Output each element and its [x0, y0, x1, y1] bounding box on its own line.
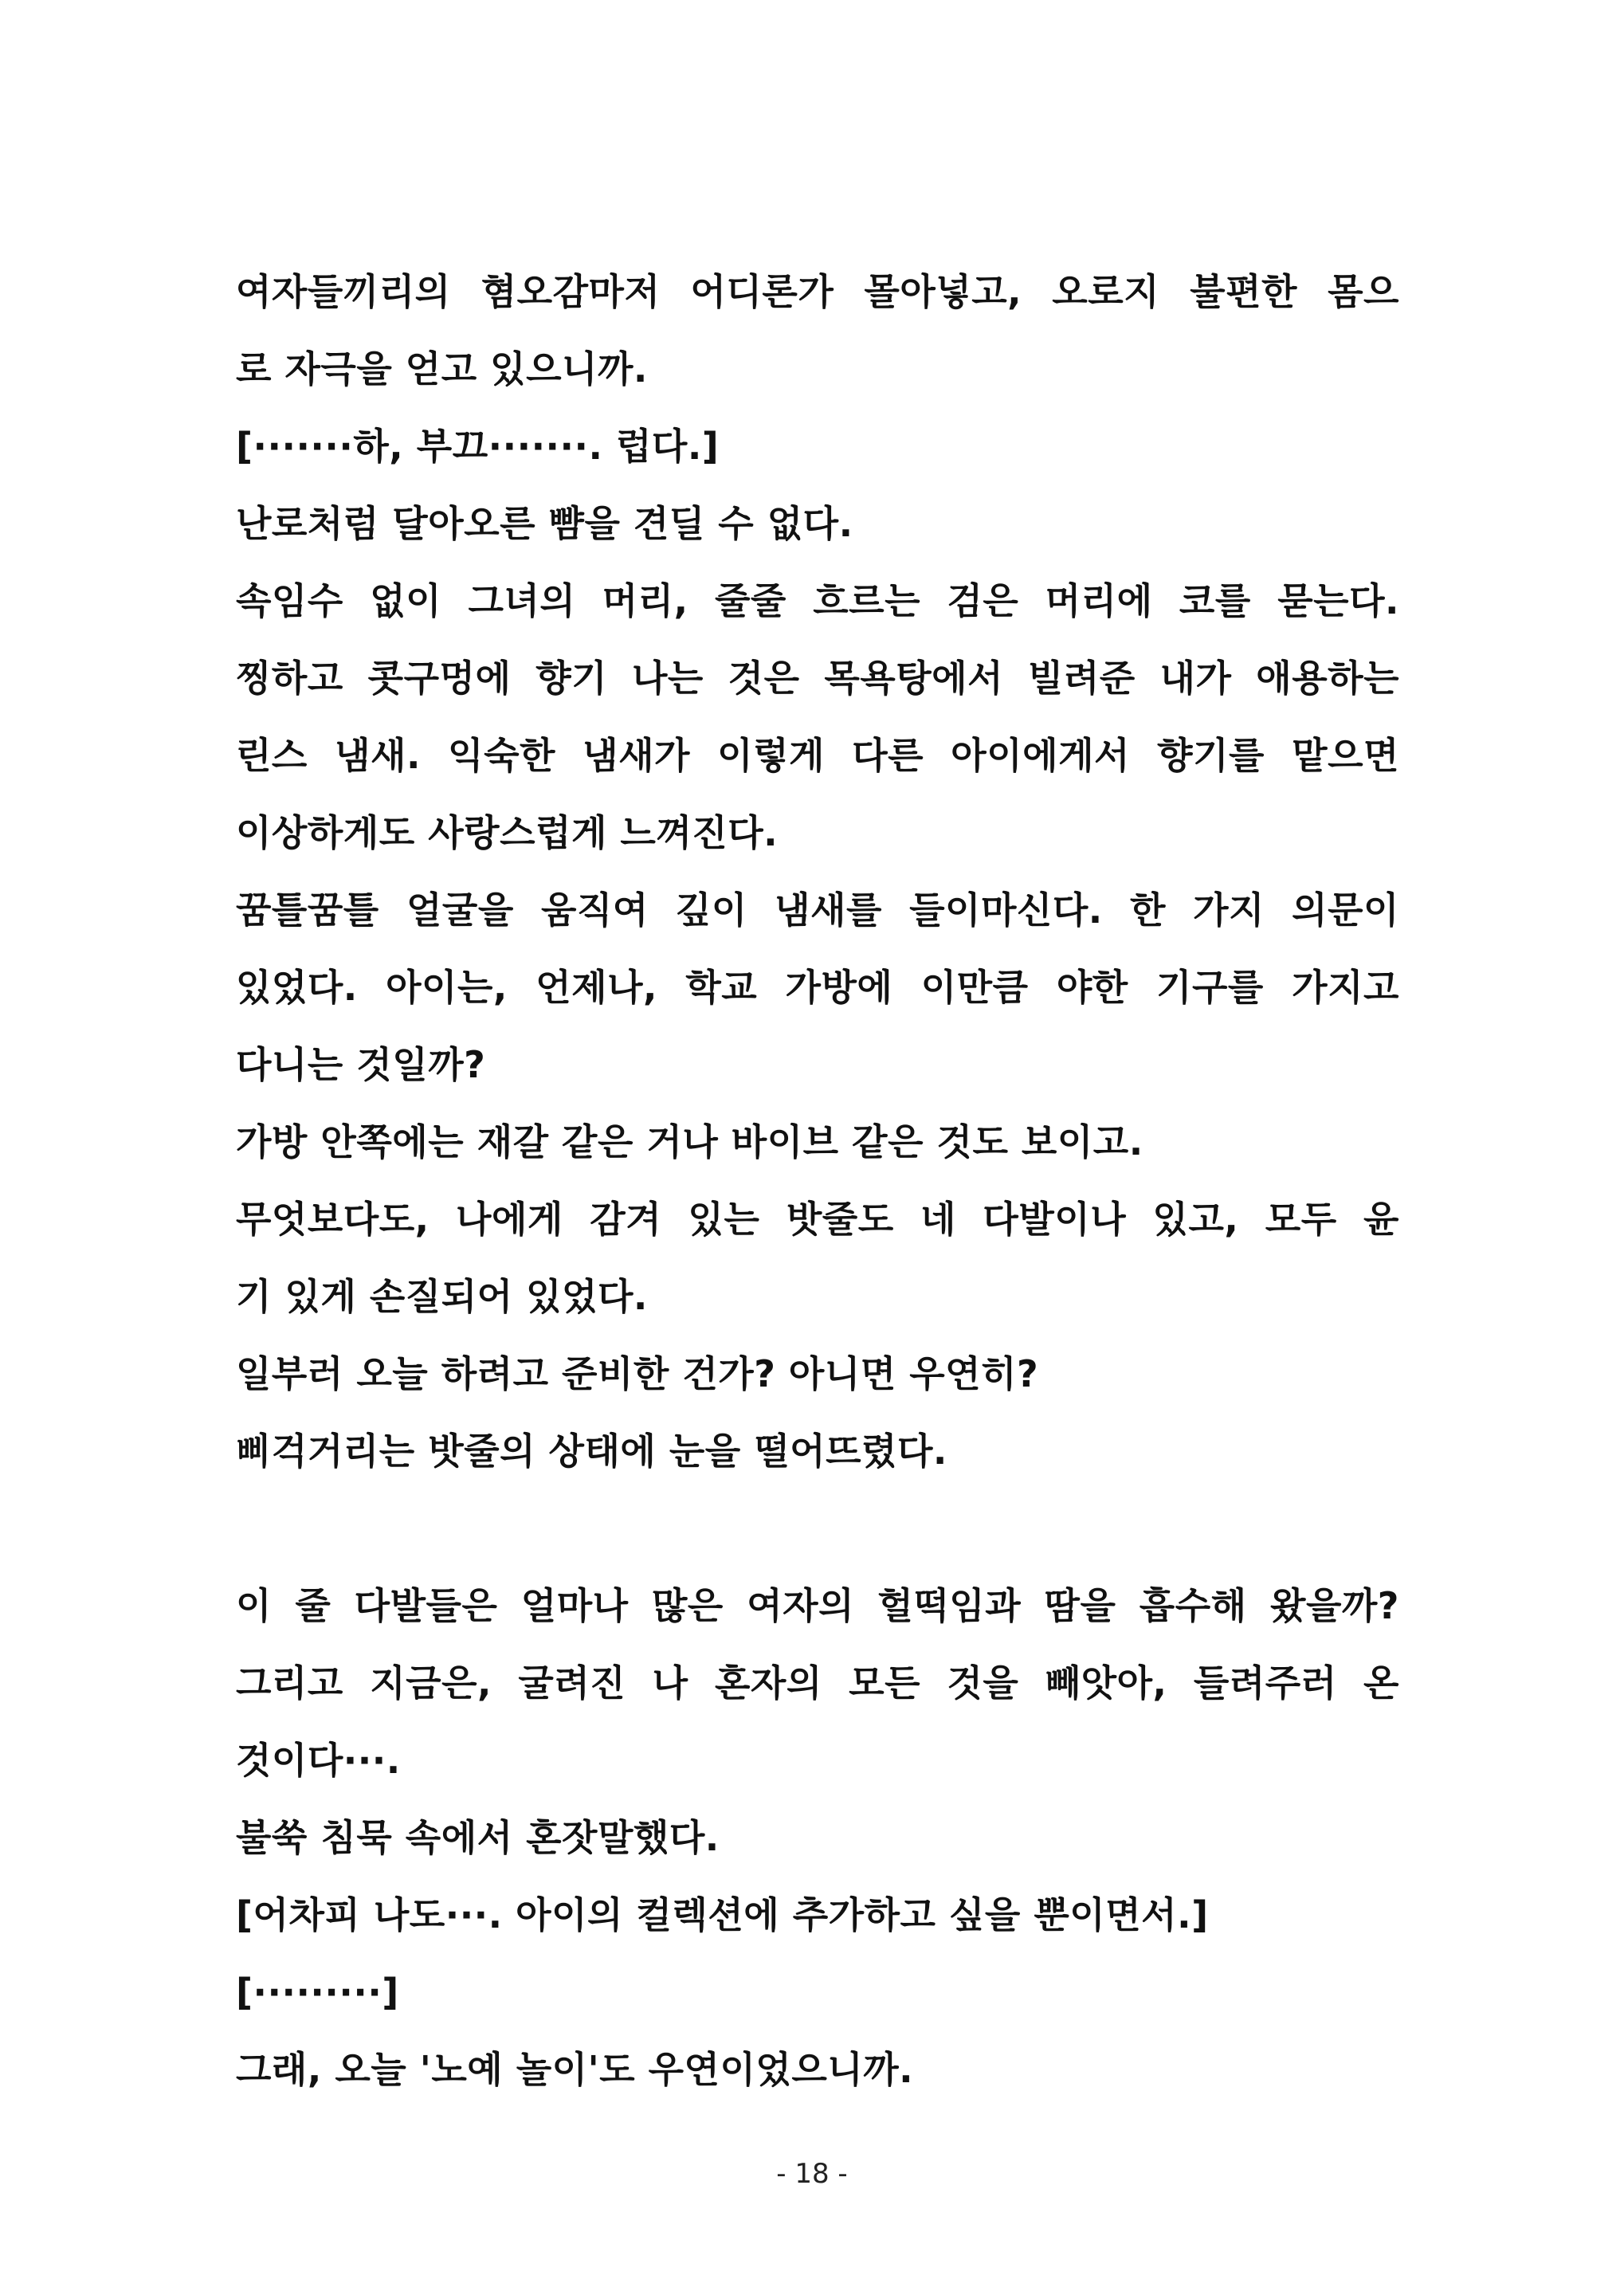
text-line: 그리고 지금은, 굴려진 나 혼자의 모든 것을 빼앗아, 들려주러 온 — [236, 1661, 1399, 1705]
body-text — [236, 253, 1399, 2109]
text-line: 이상하게도 사랑스럽게 느껴진다. — [236, 811, 779, 854]
text-line: 난로처럼 달아오른 뺨을 견딜 수 없다. — [236, 502, 853, 545]
text-line: 속임수 없이 그녀의 머리, 줄줄 흐르는 검은 머리에 코를 묻는다. — [236, 579, 1399, 622]
text-line: 꿈틀꿈틀 얼굴을 움직여 깊이 냄새를 들이마신다. 한 가지 의문이 — [236, 889, 1399, 932]
text-line: 불쑥 침묵 속에서 혼잣말했다. — [236, 1816, 720, 1859]
text-line: 찡하고 콧구멍에 향기 나는 것은 목욕탕에서 빌려준 내가 애용하는 — [236, 657, 1399, 700]
dialogue-line: [·······하, 부끄·······. 럽다.] — [236, 425, 720, 468]
text-line: 이 줄 다발들은 얼마나 많은 여자의 헐떡임과 땀을 흡수해 왔을까? — [236, 1584, 1399, 1627]
dialogue-line: [어차피 나도···. 아이의 컬렉션에 추가하고 싶을 뿐이면서.] — [236, 1893, 1209, 1936]
text-line: 일부러 오늘 하려고 준비한 건가? 아니면 우연히? — [236, 1352, 1039, 1395]
text-line: 여자들끼리의 혐오감마저 어디론가 몰아넣고, 오로지 불편한 몸으 — [236, 270, 1399, 313]
text-line: 있었다. 아이는, 언제나, 학교 가방에 이만큼 야한 기구를 가지고 — [236, 966, 1399, 1009]
text-line: 다니는 것일까? — [236, 1043, 486, 1086]
text-line: 그래, 오늘 '노예 놀이'도 우연이었으니까. — [236, 2048, 914, 2091]
text-line: 가방 안쪽에는 재갈 같은 거나 바이브 같은 것도 보이고. — [236, 1120, 1143, 1163]
text-line: 무엇보다도, 나에게 감겨 있는 밧줄도 네 다발이나 있고, 모두 윤 — [236, 1198, 1399, 1241]
paragraph-gap — [236, 1490, 1399, 1567]
text-line: 것이다···. — [236, 1739, 401, 1782]
text-line: 로 자극을 얻고 있으니까. — [236, 347, 648, 390]
text-line: 삐걱거리는 밧줄의 상태에 눈을 떨어뜨렸다. — [236, 1430, 947, 1473]
text-line: 린스 냄새. 익숙한 냄새가 이렇게 다른 아이에게서 향기를 맡으면 — [236, 734, 1399, 777]
text-line: 기 있게 손질되어 있었다. — [236, 1275, 648, 1318]
page-number: - 18 - — [776, 2158, 848, 2190]
dialogue-line: [·········] — [236, 1971, 399, 2014]
